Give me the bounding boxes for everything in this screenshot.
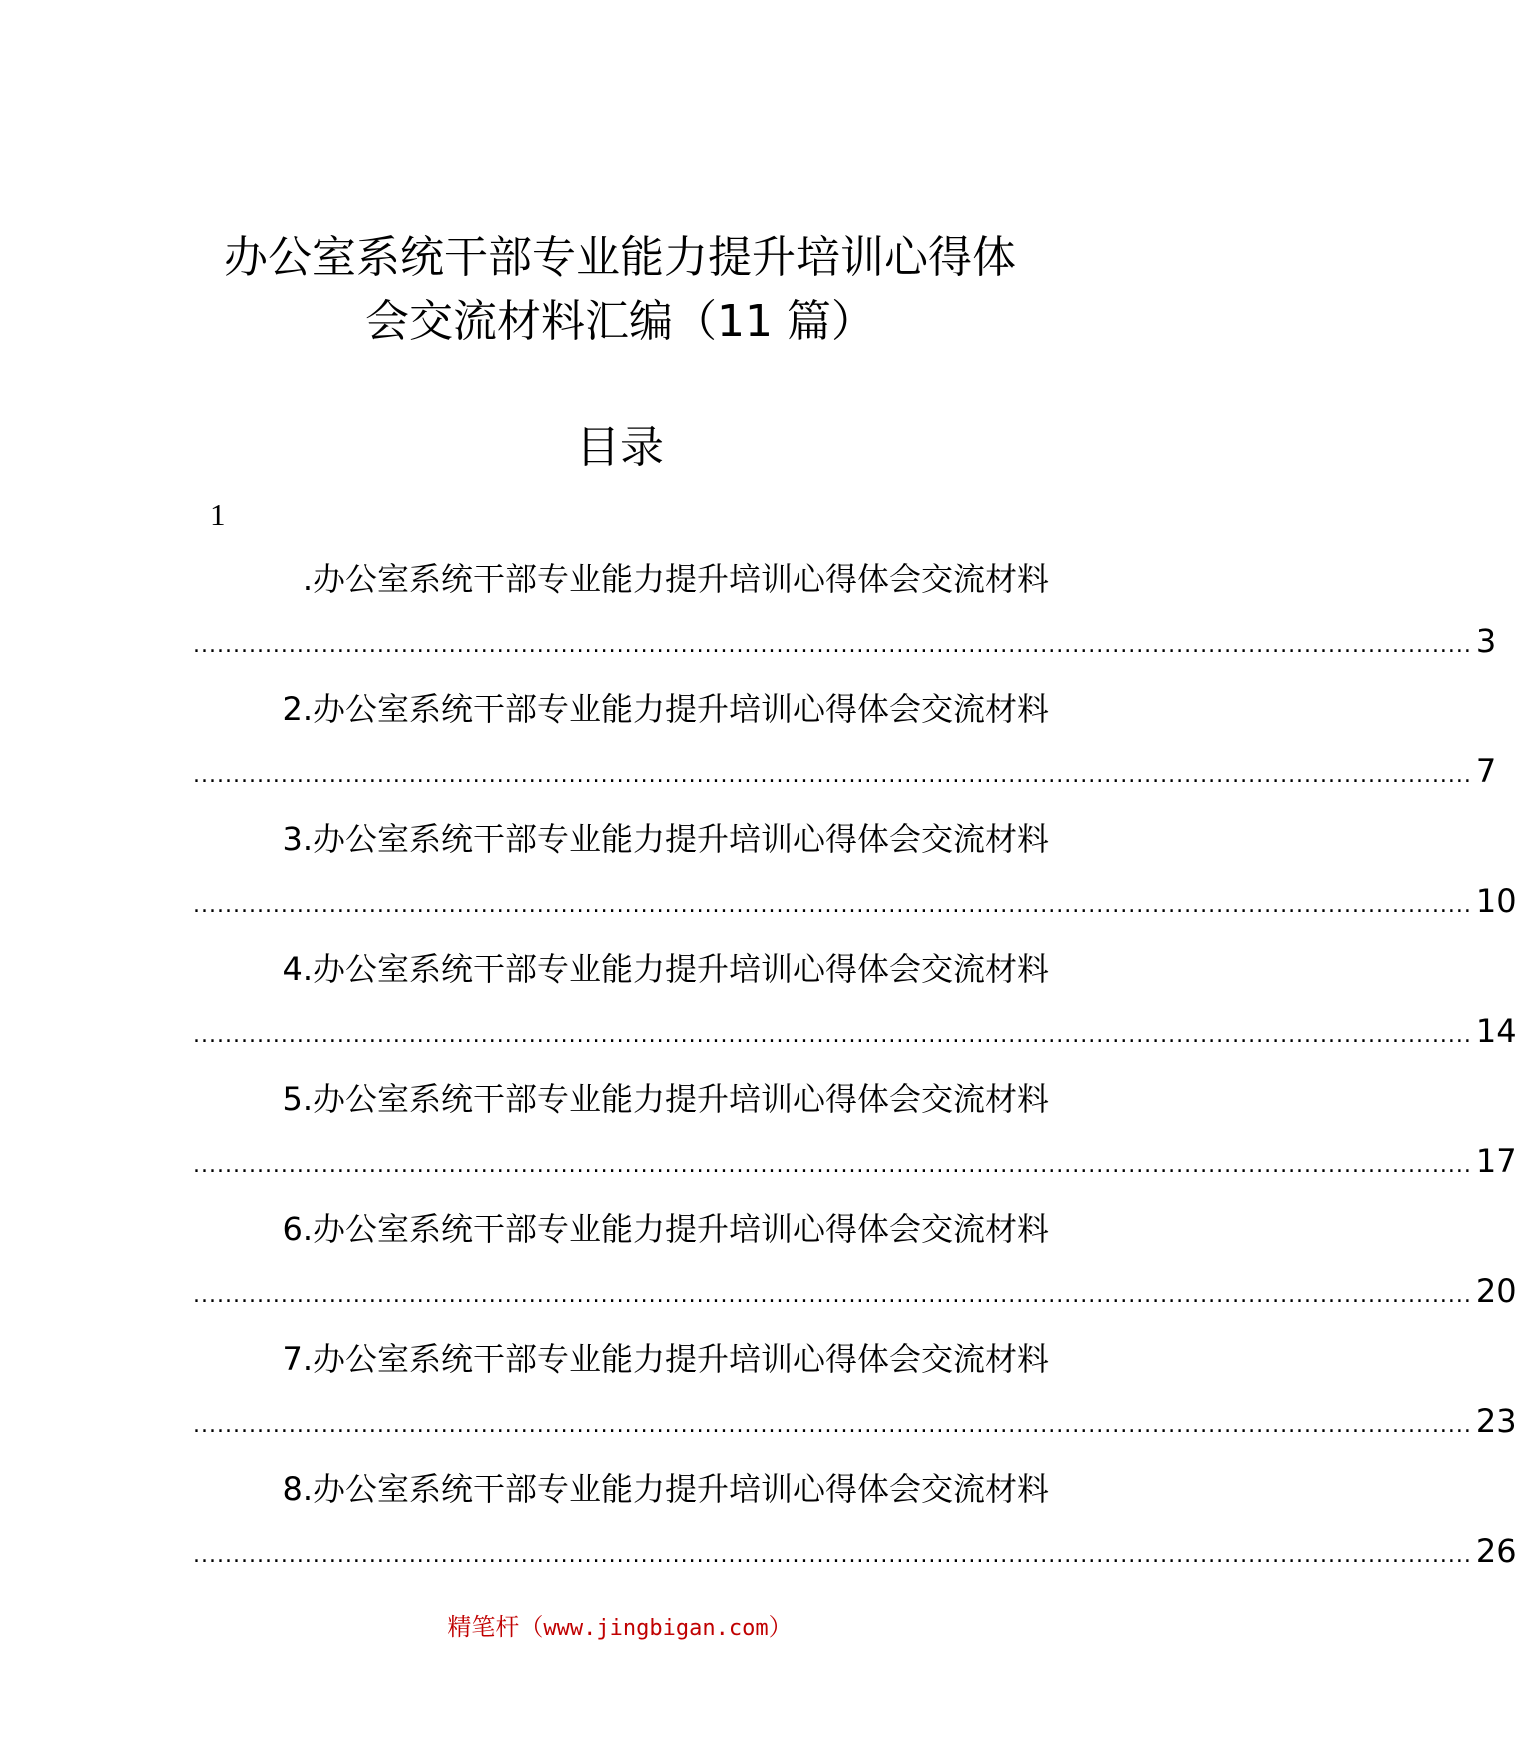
toc-leader-dots: ................................................................................................................................................................ xyxy=(193,1543,1472,1568)
toc-entry-title[interactable]: 7.办公室系统干部专业能力提升培训心得体会交流材料 xyxy=(282,1340,1049,1378)
toc-entry[interactable] xyxy=(193,814,1517,944)
toc-heading: 目录 xyxy=(576,422,664,473)
toc-entry-title[interactable]: 6.办公室系统干部专业能力提升培训心得体会交流材料 xyxy=(282,1210,1049,1248)
toc-leader-dots: ................................................................................................................................................................ xyxy=(193,1413,1472,1438)
toc-page-number[interactable]: 23 xyxy=(1475,1402,1517,1440)
toc-page-number[interactable]: 3 xyxy=(1475,622,1497,660)
toc-entry[interactable] xyxy=(193,1074,1517,1204)
toc-page-number[interactable]: 20 xyxy=(1475,1272,1517,1310)
toc-first-entry-number: 1 xyxy=(210,497,226,532)
toc-entry-title[interactable]: 4.办公室系统干部专业能力提升培训心得体会交流材料 xyxy=(282,950,1049,988)
document-title-line-2: 会交流材料汇编（11 篇） xyxy=(365,296,875,347)
toc-leader-row xyxy=(193,1526,1517,1576)
toc-page-number[interactable]: 26 xyxy=(1475,1532,1517,1570)
toc-leader-row xyxy=(193,1396,1517,1446)
footer-suffix: ） xyxy=(768,1613,793,1641)
toc-leader-dots: ................................................................................................................................................................ xyxy=(193,1153,1472,1178)
document-title-line-1: 办公室系统干部专业能力提升培训心得体 xyxy=(224,232,1016,283)
toc-leader-dots: ................................................................................................................................................................ xyxy=(193,633,1472,658)
toc-leader-row xyxy=(193,746,1497,796)
toc-leader-row xyxy=(193,1136,1517,1186)
toc-leader-row xyxy=(193,876,1517,926)
toc-leader-row xyxy=(193,1006,1517,1056)
toc-entry[interactable] xyxy=(193,554,1497,684)
toc-entry[interactable] xyxy=(193,1204,1517,1334)
table-of-contents xyxy=(193,554,1517,1594)
toc-entry[interactable] xyxy=(193,944,1517,1074)
toc-leader-dots: ................................................................................................................................................................ xyxy=(193,893,1472,918)
toc-entry-title[interactable]: 5.办公室系统干部专业能力提升培训心得体会交流材料 xyxy=(282,1080,1049,1118)
footer-watermark xyxy=(0,1610,1240,1646)
toc-entry-title[interactable]: .办公室系统干部专业能力提升培训心得体会交流材料 xyxy=(302,560,1049,598)
footer-url[interactable]: www.jingbigan.com xyxy=(543,1616,769,1641)
toc-entry[interactable] xyxy=(193,1334,1517,1464)
toc-leader-dots: ................................................................................................................................................................ xyxy=(193,1023,1472,1048)
footer-prefix: 精笔杆（ xyxy=(447,1613,544,1641)
toc-page-number[interactable]: 10 xyxy=(1475,882,1517,920)
toc-entry-title[interactable]: 3.办公室系统干部专业能力提升培训心得体会交流材料 xyxy=(282,820,1049,858)
toc-entry[interactable] xyxy=(193,684,1497,814)
toc-leader-dots: ................................................................................................................................................................ xyxy=(193,763,1472,788)
toc-page-number[interactable]: 14 xyxy=(1475,1012,1517,1050)
toc-page-number[interactable]: 17 xyxy=(1475,1142,1517,1180)
toc-entry[interactable] xyxy=(193,1464,1517,1594)
toc-leader-dots: ................................................................................................................................................................ xyxy=(193,1283,1472,1308)
toc-entry-title[interactable]: 2.办公室系统干部专业能力提升培训心得体会交流材料 xyxy=(282,690,1049,728)
toc-leader-row xyxy=(193,1266,1517,1316)
toc-entry-title[interactable]: 8.办公室系统干部专业能力提升培训心得体会交流材料 xyxy=(282,1470,1049,1508)
toc-leader-row xyxy=(193,616,1497,666)
toc-page-number[interactable]: 7 xyxy=(1475,752,1497,790)
